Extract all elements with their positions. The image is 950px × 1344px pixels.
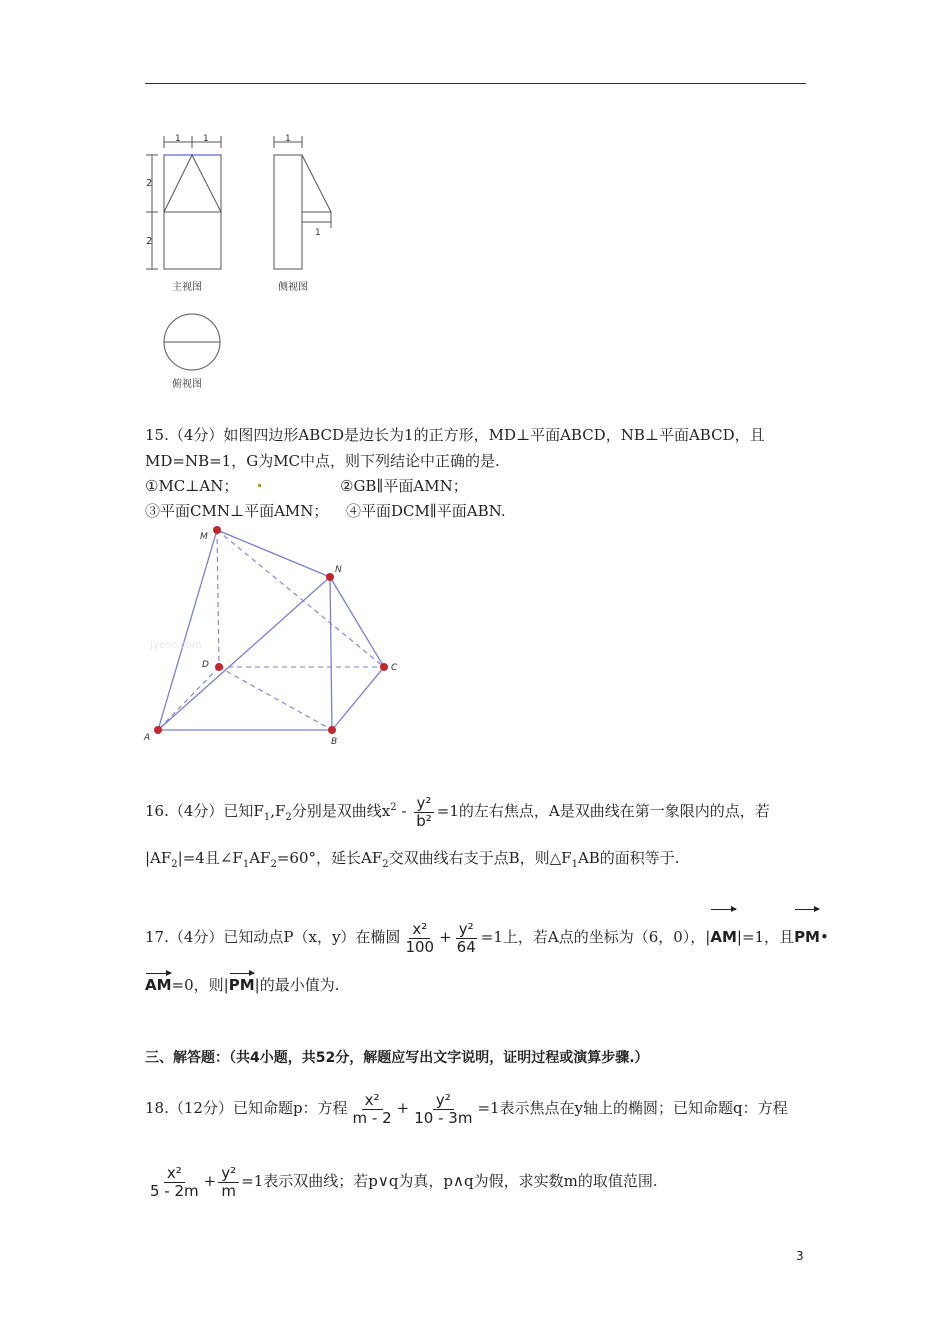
label-d: D xyxy=(202,660,209,670)
q15-option-2: ②GB∥平面AMN； xyxy=(340,477,468,495)
q17-line2: AM=0，则|PM|的最小值为. xyxy=(145,972,339,995)
dim-label: 2 xyxy=(146,178,153,189)
vector-pm: PM xyxy=(794,908,820,963)
front-view-label: 主视图 xyxy=(172,282,202,293)
q15-option-1: ①MC⊥AN； xyxy=(145,477,239,495)
q17-fraction-y: $\frac{\text{y²}}{64}$ xyxy=(456,920,476,956)
q15-line1: 15.（4分）如图四边形ABCD是边长为1的正方形，MD⊥平面ABCD，NB⊥平面ABCD，且 xyxy=(145,426,765,444)
side-view-rect xyxy=(274,155,302,269)
label-n: N xyxy=(335,565,342,575)
label-c: C xyxy=(391,663,398,673)
front-view-triangle xyxy=(164,155,221,212)
point-n xyxy=(326,573,334,581)
q15-option-4: ④平面DCM∥平面ABN. xyxy=(346,502,506,520)
label-a: A xyxy=(144,733,151,743)
q18-fraction-4: $\frac{\text{y²}}{m}$ xyxy=(218,1165,239,1199)
label-m: M xyxy=(200,532,208,542)
watermark: Jyeoo.com xyxy=(150,640,202,651)
dim-label: 1 xyxy=(175,134,181,144)
point-a xyxy=(154,726,162,734)
side-view-label: 侧视图 xyxy=(278,282,308,293)
q18-fraction-3: $\frac{\text{x²}}{5 - 2m}$ xyxy=(150,1164,199,1200)
q15-line2: MD=NB=1，G为MC中点，则下列结论中正确的是. xyxy=(145,452,500,470)
q18-fraction-1: $\frac{\text{x²}}{m - 2}$ xyxy=(352,1091,392,1127)
stray-dot xyxy=(258,484,261,487)
dim-label: 2 xyxy=(146,236,153,247)
q17-line1: 17.（4分）已知动点P（x，y）在椭圆 $\frac{\text{x²}}{100}$ + $\frac{\text{y²}}{64}$ =1上，若A点的坐标为（6，0），|AM|=1，且PM• xyxy=(145,908,829,963)
point-c xyxy=(380,663,388,671)
q18-line1: 18.（12分）已知命题p：方程 $\frac{\text{x²}}{m - 2}$ + $\frac{\text{y²}}{10 - 3m}$ =1表示焦点在y轴上的椭圆；已知命题q：方程 xyxy=(145,1091,788,1127)
q18-line2: $\frac{\text{x²}}{5 - 2m}$ + $\frac{\text{y²}}{m}$ =1表示双曲线；若p∨q为真，p∧q为假，求实数m的取值范围. xyxy=(145,1155,658,1207)
q15-figure xyxy=(140,522,410,750)
section-heading: 三、解答题：（共4小题，共52分，解题应写出文字说明，证明过程或演算步骤.） xyxy=(145,1050,649,1066)
top-view-label: 俯视图 xyxy=(172,379,202,390)
q18-fraction-2: $\frac{\text{y²}}{10 - 3m}$ xyxy=(414,1091,473,1127)
point-b xyxy=(328,726,336,734)
header-rule xyxy=(145,83,806,84)
three-views-figure xyxy=(140,128,340,393)
q17-fraction-x: $\frac{\text{x²}}{100}$ xyxy=(405,920,435,956)
q15-option-3: ③平面CMN⊥平面AMN； xyxy=(145,502,329,520)
point-d xyxy=(215,663,223,671)
page-number: 3 xyxy=(796,1249,804,1263)
q16-line1: 16.（4分）已知$F_1,F_2$分别是双曲线$x^2$ - $\frac{\text{y²}}{\text{b²}}$ =1的左右焦点，A是双曲线在第一象限内的点，若 xyxy=(145,794,770,830)
dim-label: 1 xyxy=(203,134,209,144)
q16-line2: $|AF_2|=4$且$\angle F_1AF_2=60^\circ$，延长$AF_2$交双曲线右支于点B，则$\triangle F_1AB$的面积等于. xyxy=(145,849,680,870)
q16-fraction: $\frac{\text{y²}}{\text{b²}}$ xyxy=(413,795,435,829)
dim-label: 1 xyxy=(315,228,321,238)
point-m xyxy=(213,526,221,534)
vector-pm: PM xyxy=(229,972,255,995)
vector-am: AM xyxy=(145,972,172,995)
label-b: B xyxy=(331,737,338,747)
dim-label: 1 xyxy=(285,134,291,144)
vector-am: AM xyxy=(710,908,737,963)
